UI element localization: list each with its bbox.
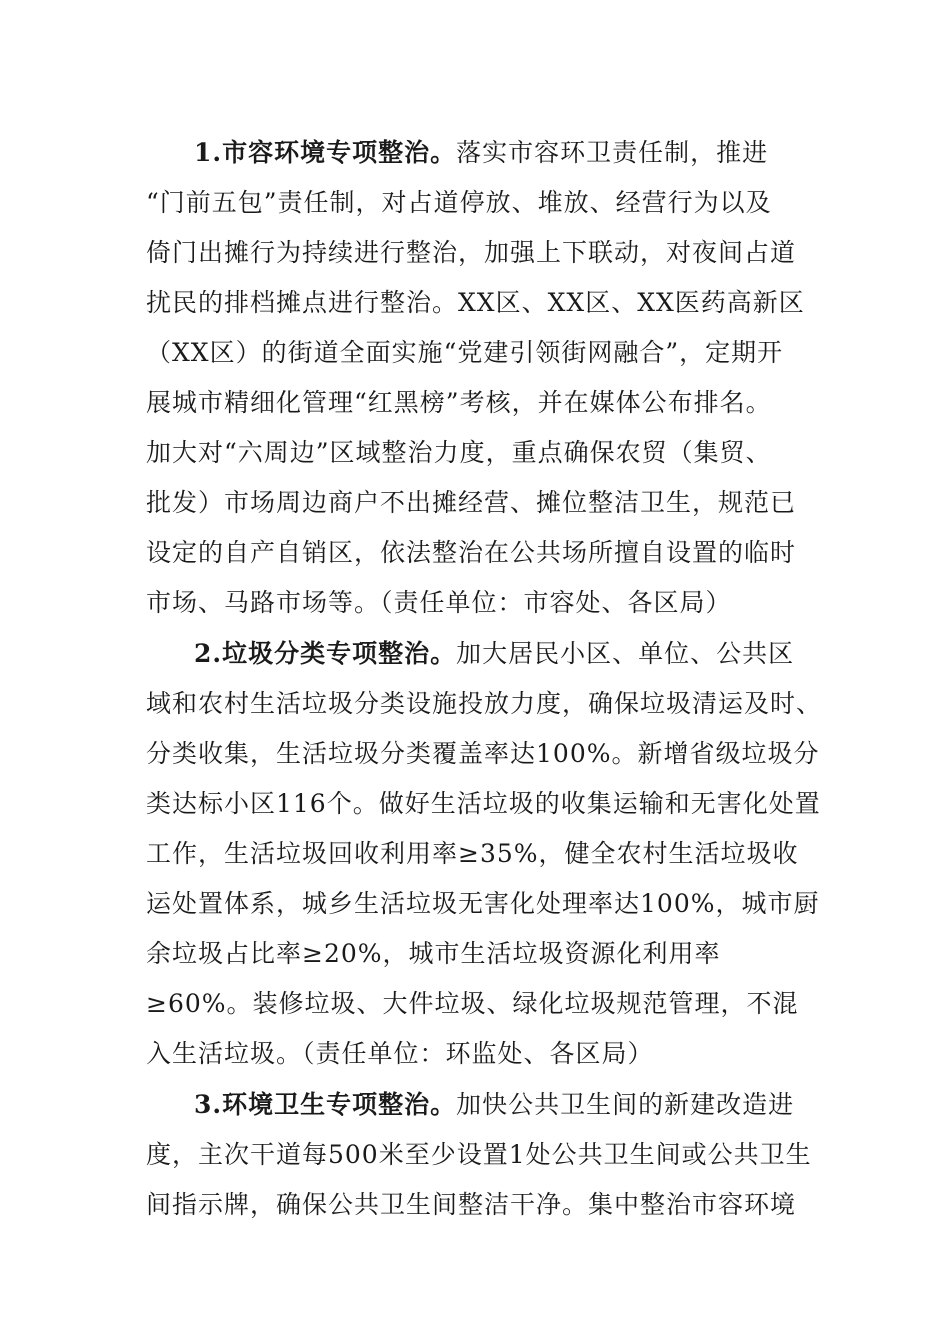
section-3-line-1	[146, 1080, 806, 1130]
section-2-heading: 2.垃圾分类专项整治。	[194, 639, 457, 668]
section-1-line-7: 加大对“六周边”区域整治力度，重点确保农贸（集贸、	[146, 438, 772, 467]
section-2-line-9: 入生活垃圾。（责任单位：环监处、各区局）	[146, 1039, 654, 1068]
section-2-line-1	[146, 629, 806, 679]
section-1-line-5: （XX区）的街道全面实施“党建引领街网融合”，定期开	[146, 338, 784, 367]
section-1-line-9: 设定的自产自销区，依法整治在公共场所擅自设置的临时	[146, 538, 797, 567]
section-2-line-2: 域和农村生活垃圾分类设施投放力度，确保垃圾清运及时、	[146, 689, 823, 718]
section-3-line-3: 间指示牌，确保公共卫生间整洁干净。集中整治市容环境	[146, 1190, 797, 1219]
section-1-text: 落实市容环卫责任制，推进	[456, 138, 769, 167]
section-1-heading: 1.市容环境专项整治。	[194, 138, 457, 167]
section-1-line-3: 倚门出摊行为持续进行整治，加强上下联动，对夜间占道	[146, 238, 797, 267]
section-2-line-8: ≥60%。装修垃圾、大件垃圾、绿化垃圾规范管理，不混	[146, 989, 799, 1018]
section-2-line-6: 运处置体系，城乡生活垃圾无害化处理率达100%，城市厨	[146, 889, 820, 918]
section-3-text: 加快公共卫生间的新建改造进	[456, 1090, 795, 1119]
section-3-heading: 3.环境卫生专项整治。	[194, 1090, 457, 1119]
section-2-text: 加大居民小区、单位、公共区	[456, 639, 795, 668]
section-2-line-7: 余垃圾占比率≥20%，城市生活垃圾资源化利用率	[146, 939, 721, 968]
section-2-line-3: 分类收集，生活垃圾分类覆盖率达100%。新增省级垃圾分	[146, 739, 820, 768]
document-body	[146, 128, 823, 1230]
section-1-line-6: 展城市精细化管理“红黑榜”考核，并在媒体公布排名。	[146, 388, 772, 417]
section-1-line-10: 市场、马路市场等。（责任单位：市容处、各区局）	[146, 588, 732, 617]
section-1-line-2: “门前五包”责任制，对占道停放、堆放、经营行为以及	[146, 188, 772, 217]
section-3-line-2: 度，主次干道每500米至少设置1处公共卫生间或公共卫生	[146, 1140, 812, 1169]
section-1-line-8: 批发）市场周边商户不出摊经营、摊位整洁卫生，规范已	[146, 488, 797, 517]
section-2-line-5: 工作，生活垃圾回收利用率≥35%，健全农村生活垃圾收	[146, 839, 799, 868]
section-2-line-4: 类达标小区116个。做好生活垃圾的收集运输和无害化处置	[146, 789, 821, 818]
section-1-line-1	[146, 128, 806, 178]
section-1-line-4: 扰民的排档摊点进行整治。XX区、XX区、XX医药高新区	[146, 288, 805, 317]
